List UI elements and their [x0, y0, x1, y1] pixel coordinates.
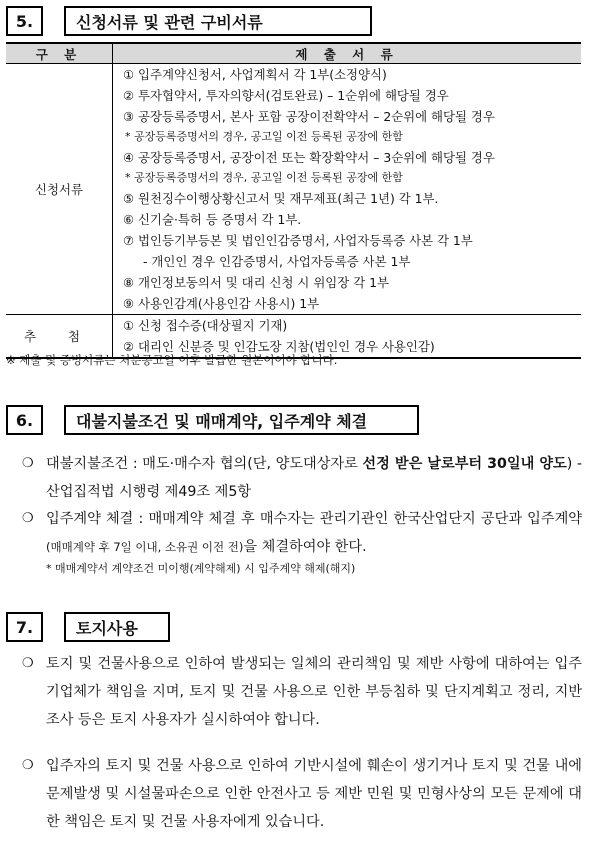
section-title: 신청서류 및 관련 구비서류 [64, 6, 372, 36]
list-item: ⑦ 법인등기부등본 및 법인인감증명서, 사업자등록증 사본 각 1부 [123, 233, 473, 248]
section-number: 6. [6, 405, 43, 435]
paragraph-land-use-responsibility [22, 650, 582, 734]
documents-table [6, 42, 581, 359]
paragraph-payment-terms [22, 450, 582, 506]
section-title: 토지사용 [64, 612, 170, 642]
row-label-lottery: 추 첨 [6, 315, 113, 359]
list-item: ② 투자협약서, 투자의향서(검토완료) – 1순위에 해당될 경우 [123, 88, 449, 103]
paragraph-occupancy-contract [22, 505, 582, 561]
paragraph-text: 토지 및 건물사용으로 인하여 발생되는 일체의 관리책임 및 제반 사항에 대하여는 입주기업체가 책임을 지며, 토지 및 건물 사용으로 인한 부등침하 및 단지계획고 정리, 지반조사 등은 토지 사용자가 실시하여야 합니다. [46, 656, 582, 728]
section-5-header [6, 6, 372, 36]
bullet-icon: ❍ [22, 511, 34, 526]
row-label-application: 신청서류 [6, 64, 113, 315]
footnote: ※ 제출 및 증빙서류는 처분공고일 이후 발급한 원본이어야 합니다. [6, 353, 338, 367]
section-6-header [6, 405, 419, 435]
contract-note: * 매매계약서 계약조건 미이행(계약해제) 시 입주계약 해제(해지) [46, 562, 356, 575]
list-item: ⑤ 원천징수이행상황신고서 및 재무제표(최근 1년) 각 1부. [123, 191, 439, 206]
header-category: 구 분 [6, 43, 113, 64]
section-7-header [6, 612, 170, 642]
text-span: 입주계약 체결 : 매매계약 체결 후 매수자는 관리기관인 한국산업단지 공단과 입주계약 [46, 511, 582, 527]
small-text: (매매계약 후 7일 이내, 소유권 이전 전) [46, 540, 244, 554]
list-item: ④ 공장등록증명서, 공장이전 또는 확장확약서 – 3순위에 해당될 경우 [123, 150, 495, 165]
section-number: 7. [6, 612, 43, 642]
text-span: 대불지불조건 : 매도·매수자 협의(단, 양도대상자로 [46, 456, 363, 472]
table-header-row [6, 43, 581, 64]
application-documents-cell [113, 64, 582, 315]
text-span: ) - 산업집적법 시행령 제49조 제5항 [46, 456, 582, 500]
list-item: ① 입주계약신청서, 사업계획서 각 1부(소정양식) [123, 67, 387, 82]
list-note: * 공장등록증명서의 경우, 공고일 이전 등록된 공장에 한함 [125, 130, 403, 143]
header-documents: 제 출 서 류 [113, 43, 582, 64]
section-number: 5. [6, 6, 43, 36]
section-title: 대불지불조건 및 매매계약, 입주계약 체결 [64, 405, 419, 435]
list-item: ① 신청 접수증(대상필지 기재) [123, 318, 288, 333]
emphasis-text: 선정 받은 날로부터 30일내 양도 [362, 456, 567, 472]
paragraph-text: 입주자의 토지 및 건물 사용으로 인하여 기반시설에 훼손이 생기거나 토지 및 건물 내에 문제발생 및 시설물파손으로 인한 안전사고 등 제반 민원 및 민형사상의 모든 문제에 대한 책임은 토지 및 건물 사용자에게 있습니다. [46, 758, 582, 830]
table-row [6, 64, 581, 315]
list-item: ② 대리인 신분증 및 인감도장 지참(법인인 경우 사용인감) [123, 339, 435, 354]
list-item: ③ 공장등록증명서, 본사 포함 공장이전확약서 – 2순위에 해당될 경우 [123, 109, 495, 124]
bullet-icon: ❍ [22, 656, 34, 671]
paragraph-damage-liability [22, 752, 582, 836]
text-span: 을 체결하여야 한다. [243, 539, 367, 555]
list-subitem: - 개인인 경우 인감증명서, 사업자등록증 사본 1부 [143, 254, 411, 269]
list-note: * 공장등록증명서의 경우, 공고일 이전 등록된 공장에 한함 [125, 171, 403, 184]
bullet-icon: ❍ [22, 758, 34, 773]
bullet-icon: ❍ [22, 456, 34, 471]
list-item: ⑨ 사용인감계(사용인감 사용시) 1부 [123, 296, 320, 311]
list-item: ⑥ 신기술·특허 등 증명서 각 1부. [123, 212, 302, 227]
list-item: ⑧ 개인정보동의서 및 대리 신청 시 위임장 각 1부 [123, 275, 389, 290]
